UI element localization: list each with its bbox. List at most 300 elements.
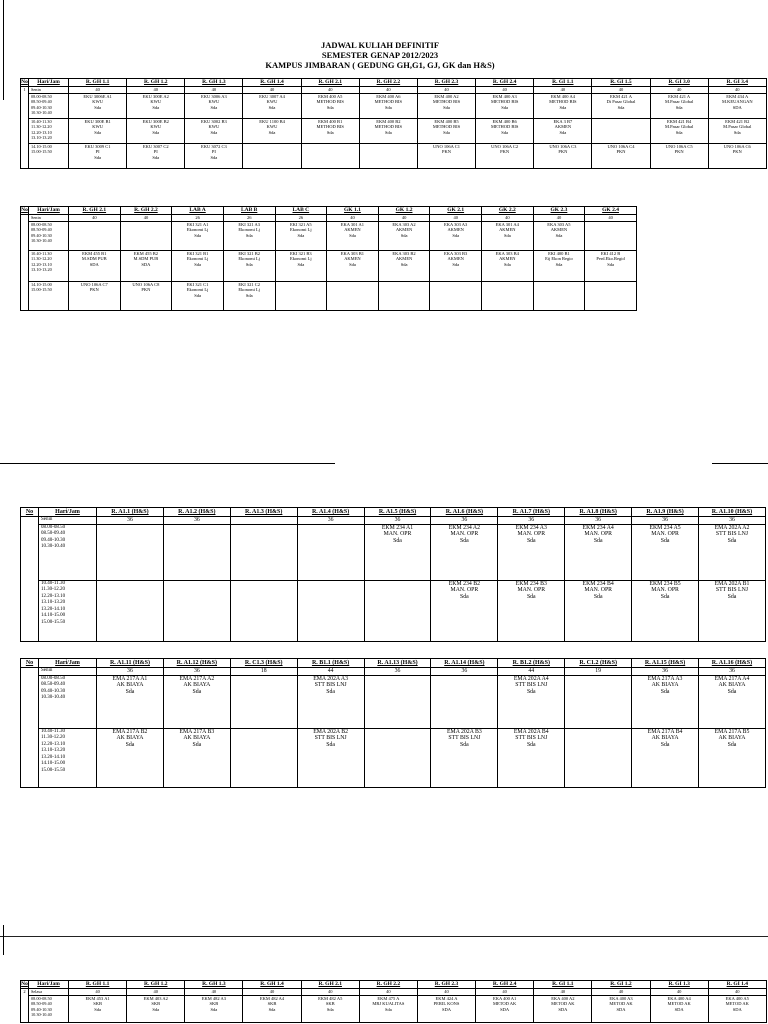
- class-info: EKA 303 A2: [392, 221, 416, 227]
- class-info: PKN: [442, 149, 452, 155]
- page-edge-line: [3, 925, 4, 955]
- room-header: R. GH 1.2: [127, 981, 185, 989]
- room-header: R. GI 3.4: [708, 79, 766, 87]
- room-capacity: 40: [359, 989, 417, 996]
- class-info: EKM 421 A: [668, 93, 691, 99]
- class-info: EKM 234 B4: [582, 580, 614, 587]
- room-header: R. A1.6 (H&S): [431, 508, 498, 517]
- class-info: Sda: [152, 104, 160, 110]
- class-cell: [378, 281, 430, 310]
- room-header: R. GH 2.4: [476, 981, 534, 989]
- room-capacity: 36: [163, 668, 230, 676]
- class-info: Sda: [349, 261, 356, 267]
- class-info: EKA 301 A4: [495, 221, 519, 227]
- room-capacity: 36: [364, 517, 431, 525]
- class-info: EKA 301 A1: [340, 221, 365, 227]
- class-info: MAN. OPR: [383, 531, 412, 537]
- class-info: Ekonomi Lj: [186, 287, 209, 293]
- class-info: PI: [95, 149, 100, 155]
- class-info: EMA 217A B3: [179, 728, 215, 735]
- class-cell: [69, 93, 127, 118]
- class-info: AK BIAYA: [116, 682, 144, 688]
- room-capacity: 40: [359, 87, 417, 94]
- class-info: EKI 321 C2: [238, 281, 261, 287]
- class-info: KWU: [266, 124, 278, 130]
- room-header: R. GH 2.3: [417, 981, 475, 989]
- class-cell: [650, 93, 708, 118]
- class-info: Sda: [210, 129, 218, 135]
- page-edge-line: [3, 0, 4, 100]
- class-info: EKM 400 B1: [318, 118, 343, 124]
- class-info: Sda: [297, 232, 305, 238]
- class-cell: [172, 250, 224, 281]
- column-header-no: No: [21, 508, 39, 517]
- class-cell: [127, 995, 185, 1022]
- class-info: EKM 234 A2: [448, 524, 481, 531]
- class-info: EMA 202A A3: [313, 675, 349, 682]
- room-header: R. GI 1.5: [592, 79, 650, 87]
- class-info: Sda: [727, 593, 737, 600]
- room-capacity: 40: [185, 87, 243, 94]
- class-cell: [301, 118, 359, 143]
- class-cell: [127, 143, 185, 168]
- class-info: AKMEN: [395, 256, 413, 262]
- class-cell: [243, 118, 301, 143]
- room-header: LAB B: [223, 207, 275, 215]
- class-info: Sda: [727, 537, 737, 544]
- class-cell: [417, 93, 475, 118]
- class-cell: [364, 524, 431, 580]
- room-header: GK 1.2: [378, 207, 430, 215]
- time-slot: 13.20-14.10: [41, 606, 66, 612]
- class-info: AKMEN: [447, 256, 464, 262]
- class-cell: [534, 143, 592, 168]
- class-info: Ekonomi Lj: [186, 256, 209, 262]
- room-header: R. A1.4 (H&S): [297, 508, 364, 517]
- class-info: Sda: [297, 261, 305, 267]
- class-info: EKM 482 A5: [318, 995, 343, 1001]
- day-name: Senin: [39, 517, 97, 525]
- class-info: AKMEN: [550, 227, 568, 233]
- class-info: Sda: [210, 104, 218, 110]
- time-slot: 11.30-12.20: [41, 735, 65, 740]
- time-slot: 08.50-09.40: [41, 682, 66, 687]
- class-info: SKB: [325, 1001, 335, 1007]
- class-info: Eij Ekon Regio: [545, 256, 573, 262]
- room-capacity: 40: [650, 989, 708, 996]
- time-slot: 09.40-10.30: [41, 537, 66, 543]
- room-capacity: 40: [476, 989, 534, 996]
- day-number: 1: [21, 87, 29, 169]
- class-info: Sda: [384, 104, 392, 110]
- class-info: EKM 234 A4: [582, 524, 614, 531]
- room-header: R. GH 2.2: [359, 981, 417, 989]
- class-cell: [163, 728, 230, 787]
- class-info: Di Pasar Global: [606, 99, 636, 105]
- class-info: Sda: [607, 261, 614, 267]
- class-cell: [476, 143, 534, 168]
- class-info: Sda: [460, 593, 469, 600]
- class-cell: [632, 675, 699, 728]
- class-cell: [364, 728, 431, 787]
- time-slots: [29, 281, 69, 310]
- class-info: Sda: [125, 741, 135, 748]
- class-cell: [482, 281, 534, 310]
- room-capacity: 40: [534, 87, 592, 94]
- time-slot: 10.30-10.40: [31, 110, 52, 116]
- class-info: KWU: [150, 99, 162, 105]
- class-info: EKM 475 A: [377, 995, 400, 1001]
- class-info: METHOD BIS: [490, 99, 519, 105]
- class-info: UNO 106A C5: [665, 143, 693, 149]
- class-info: EKU 3002 B3: [201, 118, 227, 124]
- class-cell: [430, 281, 482, 310]
- class-info: STT BIS LNJ: [314, 735, 347, 741]
- schedule-grid: [20, 980, 767, 1023]
- time-slot: 12.20-13.10: [31, 129, 52, 135]
- class-cell: [592, 93, 650, 118]
- class-info: METOD AK: [551, 1001, 575, 1007]
- class-info: M.SDM PUB: [81, 256, 107, 262]
- class-info: EKM 455 B2: [133, 250, 159, 256]
- class-info: EKM 434 A: [726, 93, 749, 99]
- room-capacity: 40: [430, 215, 482, 222]
- room-capacity: 44: [297, 668, 364, 676]
- class-info: EKA 400 A1: [493, 995, 517, 1001]
- room-header: R. GH 1.4: [243, 981, 301, 989]
- class-info: Sda: [617, 104, 625, 110]
- class-info: EKA 400 A5: [725, 995, 749, 1001]
- class-info: Sda: [192, 741, 202, 748]
- time-slot: 15.00-15.50: [31, 287, 52, 293]
- class-info: Sda: [559, 129, 567, 135]
- class-info: Sda: [152, 1006, 160, 1012]
- class-info: AKMEN: [395, 227, 413, 233]
- time-slots: [39, 524, 97, 580]
- room-header: LAB A: [172, 207, 224, 215]
- class-cell: [534, 93, 592, 118]
- class-info: EKU 3006 A3: [201, 93, 227, 99]
- room-capacity: 36: [431, 668, 498, 676]
- class-info: SDA: [674, 1006, 684, 1012]
- class-cell: [585, 281, 637, 310]
- class-info: Sda: [400, 232, 408, 238]
- class-info: Sda: [675, 104, 683, 110]
- room-capacity: 40: [592, 87, 650, 94]
- column-header-time: Hari/Jam: [29, 79, 69, 87]
- class-info: AKMEN: [447, 227, 464, 233]
- class-info: EMA 202A B1: [714, 580, 750, 587]
- room-header: R. A1.3 (H&S): [230, 508, 297, 517]
- class-info: EMA 202A B3: [447, 728, 482, 735]
- class-info: EMA 217A B5: [714, 728, 750, 735]
- class-info: Sda: [400, 261, 408, 267]
- page-break-line: [0, 936, 768, 937]
- class-info: SKB: [267, 1001, 277, 1007]
- class-info: EKI 412 B: [600, 250, 621, 256]
- room-capacity: 19: [565, 668, 632, 676]
- class-info: EKM 421 A: [609, 93, 632, 99]
- class-info: UNO 106A C4: [607, 143, 635, 149]
- room-header: R. A1.12 (H&S): [163, 659, 230, 668]
- room-capacity: 36: [498, 517, 565, 525]
- class-info: Ekonomi Lj: [238, 227, 260, 233]
- class-cell: [476, 93, 534, 118]
- class-cell: [69, 143, 127, 168]
- class-info: M.Pasar Global: [665, 99, 694, 105]
- class-cell: [243, 143, 301, 168]
- day-number: [21, 215, 29, 311]
- time-slot: 13.10-13.20: [31, 135, 52, 141]
- class-info: EKU 300E A2: [142, 93, 169, 99]
- room-header: R. GI 3.0: [650, 79, 708, 87]
- class-info: PKN: [500, 149, 510, 155]
- class-info: Sda: [501, 104, 509, 110]
- room-capacity: 18: [230, 668, 297, 676]
- class-info: Sda: [555, 261, 563, 267]
- class-cell: [327, 250, 379, 281]
- class-info: EKU 3007 A4: [259, 93, 285, 99]
- room-capacity: 40: [301, 87, 359, 94]
- class-info: EKA 303 A3: [444, 221, 468, 227]
- room-header: R. GH 2.1: [301, 981, 359, 989]
- class-info: M.Pasar Global: [665, 124, 694, 130]
- room-header: R. A1.1 (H&S): [97, 508, 164, 517]
- class-info: Sda: [452, 232, 460, 238]
- class-cell: [127, 118, 185, 143]
- room-capacity: 40: [592, 989, 650, 996]
- class-info: EKU 300E B1: [84, 118, 111, 124]
- room-capacity: 40: [417, 989, 475, 996]
- room-capacity: 40: [127, 87, 185, 94]
- time-slot: 13.10-13.20: [31, 267, 52, 273]
- class-info: Sda: [192, 688, 202, 695]
- room-header: GK 1.1: [327, 207, 379, 215]
- class-cell: [699, 728, 766, 787]
- time-slot: 11.30-12.20: [31, 124, 52, 130]
- class-info: Sda: [210, 1006, 218, 1012]
- class-info: Sda: [326, 129, 334, 135]
- class-info: EMA 217A B4: [647, 728, 683, 735]
- title-line-3: KAMPUS JIMBARAN ( GEDUNG GH,G1, GJ, GK dan H&S): [265, 60, 495, 70]
- class-cell: [230, 728, 297, 787]
- class-info: EMA 217A A3: [647, 675, 683, 682]
- document-title: [150, 40, 610, 70]
- class-info: Ekonomi Lj: [186, 227, 209, 233]
- class-cell: [534, 995, 592, 1022]
- class-info: METHOD BIS: [549, 99, 577, 105]
- class-info: SDA: [500, 1006, 510, 1012]
- class-info: Sda: [152, 129, 160, 135]
- time-slot: 08.00-08.50: [31, 995, 52, 1001]
- time-slot: 10.30-10.40: [41, 695, 66, 700]
- class-info: Sda: [393, 537, 402, 544]
- class-cell: [592, 118, 650, 143]
- class-cell: [120, 250, 172, 281]
- time-slots: [39, 675, 97, 728]
- room-capacity: 40: [417, 87, 475, 94]
- class-cell: [364, 580, 431, 641]
- room-capacity: 40: [482, 215, 534, 222]
- class-cell: [585, 221, 637, 250]
- class-info: KWU: [208, 124, 220, 130]
- class-info: SKB: [209, 1001, 219, 1007]
- class-cell: [650, 143, 708, 168]
- room-capacity: 36: [632, 517, 699, 525]
- class-info: METHOD BIS: [432, 124, 461, 130]
- class-info: Sda: [501, 129, 509, 135]
- class-info: METOD AK: [609, 1001, 633, 1007]
- room-capacity: 40: [120, 215, 172, 222]
- class-info: Sda: [526, 593, 536, 600]
- room-capacity: 40: [127, 989, 185, 996]
- class-info: SDA: [732, 1006, 742, 1012]
- class-info: MAN. OPR: [517, 587, 546, 593]
- class-info: Sda: [245, 261, 253, 267]
- class-cell: [565, 728, 632, 787]
- class-info: UNO 106A C2: [491, 143, 519, 149]
- schedule-grid: [20, 78, 767, 169]
- room-capacity: 40: [243, 989, 301, 996]
- time-slot: 12.20-13.10: [41, 593, 66, 599]
- room-header: R. A1.5 (H&S): [364, 508, 431, 517]
- class-cell: [632, 580, 699, 641]
- class-info: EKU 3009 C1: [84, 143, 111, 149]
- class-cell: [297, 728, 364, 787]
- time-slot: 15.00-15.50: [31, 149, 52, 155]
- room-header: R. A1.8 (H&S): [565, 508, 632, 517]
- class-info: MAN. OPR: [517, 531, 546, 537]
- class-info: METHOD BIS: [490, 124, 519, 130]
- time-slot: 14.10-15.00: [41, 761, 66, 766]
- class-info: MAN. OPR: [651, 587, 679, 593]
- day-number: 2: [21, 989, 29, 1023]
- class-info: EKI 321 A1: [186, 221, 209, 227]
- class-cell: [127, 93, 185, 118]
- class-info: PKN: [89, 287, 99, 293]
- class-info: Sda: [384, 1006, 392, 1012]
- room-capacity: 36: [163, 517, 230, 525]
- class-info: MAN. OPR: [450, 531, 479, 537]
- class-info: KWU: [266, 99, 278, 105]
- class-info: Sda: [675, 129, 683, 135]
- room-capacity: [230, 517, 297, 525]
- time-slot: 10.30-10.40: [31, 1012, 52, 1018]
- time-slot: 11.30-12.20: [31, 256, 52, 262]
- room-header: R. GI 1.3: [650, 981, 708, 989]
- class-info: EKA 303 A5: [547, 221, 571, 227]
- class-info: Sda: [245, 232, 253, 238]
- class-info: EMA 217A A2: [179, 675, 215, 682]
- class-cell: [297, 675, 364, 728]
- class-info: AK BIAYA: [651, 735, 679, 741]
- class-info: EKM 400 A3: [492, 93, 517, 99]
- column-header-no: No: [21, 659, 39, 668]
- class-cell: [163, 524, 230, 580]
- class-cell: [301, 143, 359, 168]
- time-slot: 10.40-11.30: [41, 728, 65, 734]
- class-cell: [172, 221, 224, 250]
- class-info: Sda: [268, 129, 276, 135]
- class-info: Sda: [268, 1006, 276, 1012]
- class-info: EKU 3007 C2: [142, 143, 169, 149]
- class-info: EKM 234 B5: [649, 580, 681, 587]
- class-info: EKM 400 A4: [550, 93, 575, 99]
- room-header: R. GH 1.1: [69, 79, 127, 87]
- class-info: Sda: [503, 232, 511, 238]
- class-info: Ekonomi Lj: [290, 256, 312, 262]
- class-info: EMA 217A B2: [112, 728, 148, 735]
- class-info: Sda: [326, 688, 335, 695]
- class-info: Sda: [503, 261, 511, 267]
- class-cell: [708, 995, 766, 1022]
- class-cell: [243, 995, 301, 1022]
- class-info: PKN: [732, 149, 742, 155]
- room-capacity: 26: [275, 215, 327, 222]
- class-info: Sda: [326, 104, 334, 110]
- room-header: R. GI 1.1: [534, 981, 592, 989]
- class-info: EKM 400 B5: [434, 118, 459, 124]
- time-slot: 12.20-13.10: [31, 261, 52, 267]
- class-info: Sda: [593, 537, 603, 544]
- class-info: Sda: [593, 593, 603, 600]
- class-info: EMA 217A A1: [112, 675, 148, 682]
- class-cell: [327, 221, 379, 250]
- day-name: Senin: [29, 215, 69, 222]
- room-capacity: 40: [243, 87, 301, 94]
- class-cell: [378, 250, 430, 281]
- class-cell: [120, 221, 172, 250]
- class-info: KWU: [92, 99, 103, 105]
- room-capacity: 40: [69, 989, 127, 996]
- room-capacity: 40: [69, 87, 127, 94]
- class-info: EKM 424 A: [435, 995, 458, 1001]
- room-capacity: 40: [378, 215, 430, 222]
- schedule-grid: [20, 507, 766, 642]
- room-header: R. A1.13 (H&S): [364, 659, 431, 668]
- class-info: M.KEUANGAN: [721, 99, 753, 105]
- class-cell: [163, 675, 230, 728]
- class-info: AK BIAYA: [116, 735, 144, 741]
- class-cell: [120, 281, 172, 310]
- column-header-no: No: [21, 79, 28, 85]
- class-info: M.Pasar Global: [723, 124, 752, 130]
- room-capacity: 40: [301, 989, 359, 996]
- time-slot: 08.00-08.50: [41, 524, 66, 530]
- class-info: EKA 303 B2: [392, 250, 416, 256]
- column-header-no: No: [21, 207, 28, 213]
- class-info: SDA: [558, 1006, 568, 1012]
- class-cell: [69, 281, 121, 310]
- time-slot: 10.40-11.30: [31, 118, 52, 124]
- class-info: AK BIAYA: [183, 682, 211, 688]
- class-info: Sda: [660, 741, 670, 748]
- time-slot: 10.30-10.40: [41, 544, 66, 549]
- room-header: R. B1.1 (H&S): [297, 659, 364, 668]
- time-slots: [29, 93, 69, 118]
- room-header: LAB C: [275, 207, 327, 215]
- class-info: AK BIAYA: [651, 682, 679, 688]
- class-cell: [498, 580, 565, 641]
- class-info: Sda: [94, 129, 101, 135]
- class-cell: [708, 143, 766, 168]
- class-info: EMA 202A B4: [513, 728, 549, 735]
- class-info: EKU 3006E A1: [83, 93, 112, 99]
- room-capacity: 36: [97, 517, 164, 525]
- class-cell: [592, 143, 650, 168]
- class-info: Sda: [94, 1006, 101, 1012]
- class-cell: [223, 221, 275, 250]
